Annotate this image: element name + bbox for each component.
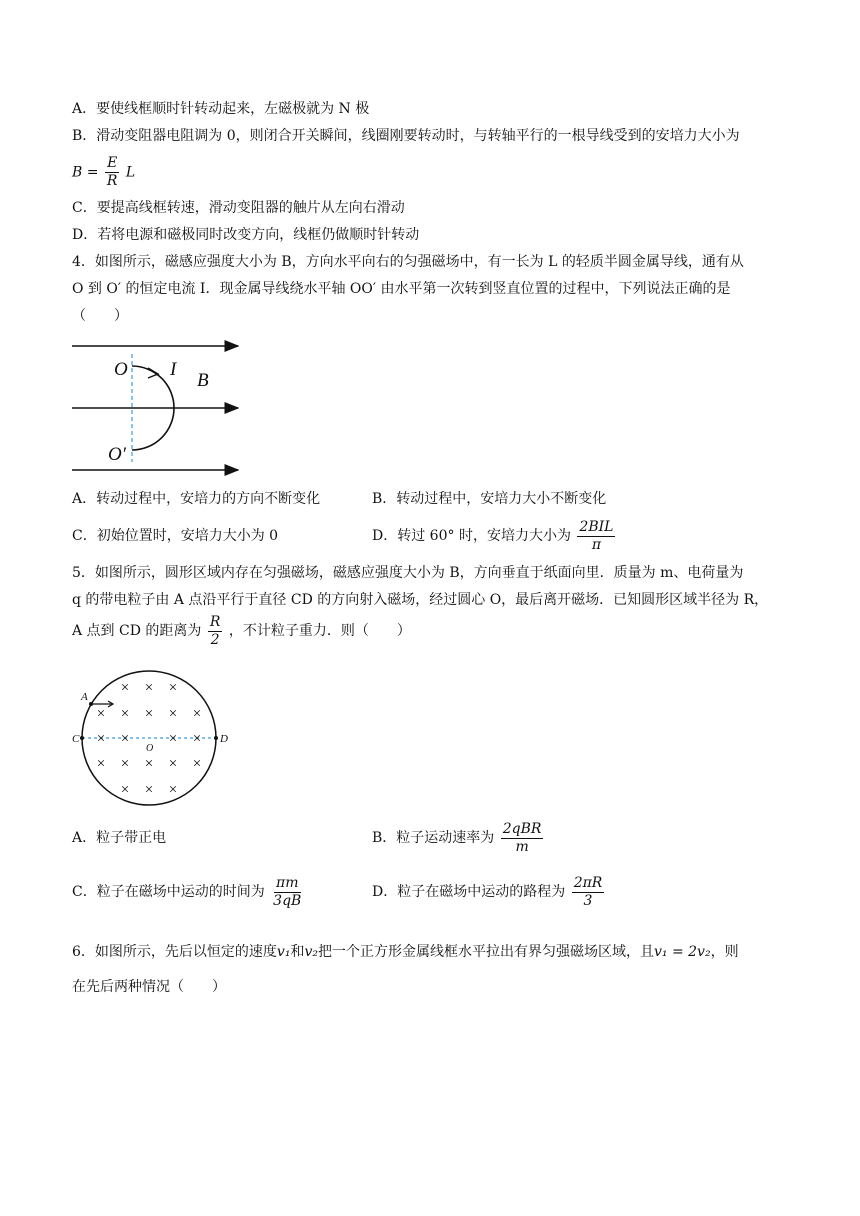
q4-option-b: B．转动过程中，安培力大小不断变化 [372,491,607,507]
q3-option-c: C．要提高线框转速，滑动变阻器的触片从左向右滑动 [72,200,405,216]
label-A: A [81,691,88,703]
field-cross-icon: × [168,756,178,772]
label-O: O [146,743,154,754]
point-C [80,736,84,740]
q3-option-b-formula [72,155,135,190]
q6-stem-line2: 在先后两种情况（ ） [72,979,226,995]
label-D: D [220,733,228,745]
option-d-text: D．粒子在磁场中运动的路程为 [372,884,566,900]
field-cross-icon: × [192,706,202,722]
velocity-v1: v₁ [276,944,291,960]
field-cross-icon: × [168,706,178,722]
q6-stem-line1 [72,942,739,962]
q4-option-c: C．初始位置时，安培力大小为 0 [72,528,279,544]
field-cross-icon: × [192,731,202,747]
field-cross-icon: × [120,706,130,722]
stem-text: 把一个正方形金属线框水平拉出有界匀强磁场区域，且 [317,944,654,960]
q4-stem-line3: （ ） [72,308,128,324]
q3-option-d: D．若将电源和磁极同时改变方向，线框仍做顺时针转动 [72,227,420,243]
label-I: I [170,359,177,380]
numerator: 2πR [573,874,603,891]
label-O-prime: O′ [108,444,126,465]
q5-option-d [372,872,606,912]
velocity-v2: v₂ [304,944,318,960]
fraction [271,875,303,910]
q5-option-b [372,818,545,858]
q5-figure [72,668,242,808]
q5-stem-line2: q 的带电粒子由 A 点沿平行于直径 CD 的方向射入磁场，经过圆心 O，最后离开磁场．已知圆形区域半径为 R， [72,592,769,608]
stem-text: 和 [290,944,305,960]
q5-option-c [72,872,305,912]
field-cross-icon: × [120,782,130,798]
field-cross-icon: × [120,731,130,747]
q3-option-a: A．要使线框顺时针转动起来，左磁极就为 N 极 [72,101,370,117]
fraction [105,155,120,190]
denominator: 2 [210,631,220,648]
numerator: 2qBR [502,820,542,837]
field-cross-icon: × [96,731,106,747]
numerator: R [209,613,221,630]
field-cross-icon: × [144,756,154,772]
field-cross-icon: × [144,680,154,696]
field-cross-icon: × [168,680,178,696]
field-cross-icon: × [192,756,202,772]
stem-text: 6．如图所示，先后以恒定的速度 [72,944,277,960]
field-cross-icon: × [96,756,106,772]
q5-option-a: A．粒子带正电 [72,830,167,846]
point-D [214,736,218,740]
numerator: 2BIL [579,518,614,535]
label-O: O [114,359,128,380]
field-cross-icon: × [168,782,178,798]
denominator: m [515,838,529,855]
current-arrow-icon [148,368,158,378]
denominator: 3 [583,892,593,909]
formula-tail: L [125,164,136,181]
fraction [577,519,615,554]
field-cross-icon: × [96,706,106,722]
stem-text: ，不计粒子重力．则（ ） [228,623,411,639]
velocity-relation: v₁ = 2v₂ [653,944,711,960]
q5-stem-line3 [72,611,411,651]
field-cross-icon: × [120,680,130,696]
label-B: B [197,370,209,391]
q4-option-d [372,516,617,556]
formula-lhs: B = [72,164,99,181]
numerator: E [107,155,118,171]
q4-figure [72,336,247,478]
stem-text: A 点到 CD 的距离为 [72,623,202,639]
denominator: π [591,536,602,553]
label-C: C [72,733,80,745]
q4-stem-line2: O 到 O′ 的恒定电流 I．现金属导线绕水平轴 OO′ 由水平第一次转到竖直位置的过程中，下列说法正确的是 [72,281,731,297]
field-cross-icon: × [168,731,178,747]
fraction [501,821,544,856]
denominator: 3qB [273,892,302,909]
field-cross-icon: × [144,782,154,798]
stem-text: ，则 [710,944,739,960]
fraction [208,614,223,649]
q4-stem-line1: 4．如图所示，磁感应强度大小为 B，方向水平向右的匀强磁场中，有一长为 L 的轻质半圆金属导线，通有从 [72,254,744,270]
fraction [572,875,605,910]
numerator: πm [276,874,299,891]
field-cross-icon: × [144,706,154,722]
q4-option-a: A．转动过程中，安培力的方向不断变化 [72,491,321,507]
q5-stem-line1: 5．如图所示，圆形区域内存在匀强磁场，磁感应强度大小为 B，方向垂直于纸面向里．质量为 m、电荷量为 [72,565,744,581]
option-b-text: B．粒子运动速率为 [372,830,495,846]
option-d-text: D．转过 60° 时，安培力大小为 [372,528,571,544]
q3-option-b: B．滑动变阻器电阻调为 0，则闭合开关瞬间，线圈刚要转动时，与转轴平行的一根导线受到的安培力大小为 [72,128,740,144]
crosses-group [97,680,201,798]
field-cross-icon: × [120,756,130,772]
denominator: R [106,173,118,189]
option-c-text: C．粒子在磁场中运动的时间为 [72,884,265,900]
